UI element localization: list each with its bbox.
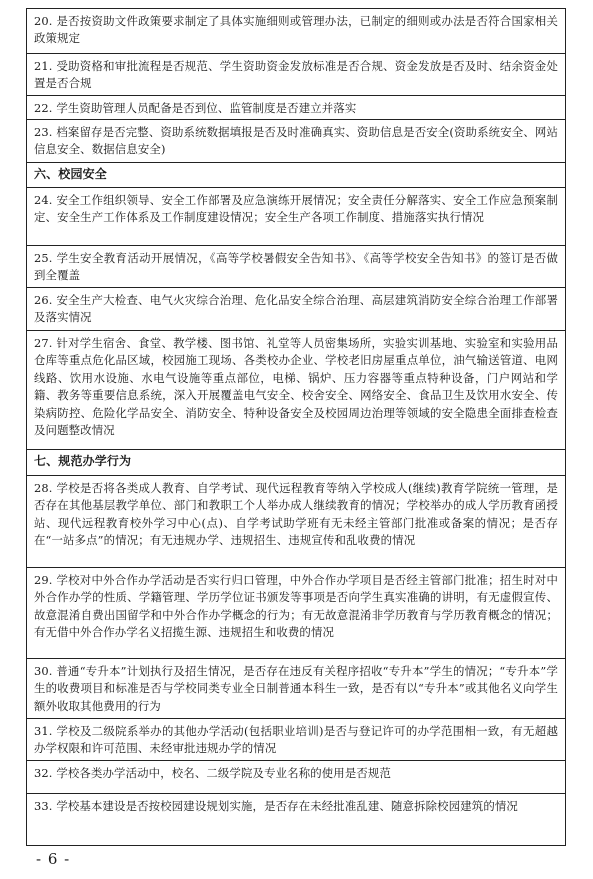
checklist-item-28: 28. 学校是否将各类成人教育、自学考试、现代远程教育等纳入学校成人(继续)教育学院统一管理，是否存在其他基层教学单位、部门和教职工个人举办成人继续教育的情况；学校举办的成人学历教育函授站、现代远程教育校外学习中心(点)、自学考试助学班有无未经主管部门批准或备案的情况；是否存在“一站多点”的情况；有无违规办学、违规招生、违规宣传和乱收费的情况	[27, 475, 565, 567]
checklist-item-30: 30. 普通“专升本”计划执行及招生情况，是否存在违反有关程序招收“专升本”学生的情况；“专升本”学生的收费项目和标准是否与学校同类专业全日制普通本科生一致，是否有以“专升本”或其他名义向学生额外收取其他费用的行为	[27, 658, 565, 718]
checklist-item-25: 25. 学生安全教育活动开展情况，《高等学校暑假安全告知书》、《高等学校安全告知书》的签订是否做到全覆盖	[27, 245, 565, 287]
checklist-item-24: 24. 安全工作组织领导、安全工作部署及应急演练开展情况；安全责任分解落实、安全工作应急预案制定、安全生产工作体系及工作制度建设情况；安全生产各项工作制度、措施落实执行情况	[27, 187, 565, 245]
checklist-item-31: 31. 学校及二级院系举办的其他办学活动(包括职业培训)是否与登记许可的办学范围相一致，有无超越办学权限和许可范围、未经审批违规办学的情况	[27, 718, 565, 760]
checklist-item-20: 20. 是否按资助文件政策要求制定了具体实施细则或管理办法，已制定的细则或办法是否符合国家相关政策规定	[34, 14, 558, 46]
section-heading-campus-safety: 六、校园安全	[27, 162, 565, 187]
checklist-item-29: 29. 学校对中外合作办学活动是否实行归口管理，中外合作办学项目是否经主管部门批准；招生时对中外合作办学的性质、学籍管理、学历学位证书颁发等事项是否向学生真实准确的讲明，有无虚假宣传、故意混淆自费出国留学和中外合作办学概念的行为；有无故意混淆非学历教育与学历教育概念的情况；有无借中外合作办学名义招揽生源、违规招生和收费的情况	[27, 567, 565, 658]
checklist-item-32: 32. 学校各类办学活动中，校名、二级学院及专业名称的使用是否规范	[27, 760, 565, 793]
checklist-item-27: 27. 针对学生宿舍、食堂、教学楼、图书馆、礼堂等人员密集场所，实验实训基地、实验室和实验用品仓库等重点危化品区域，校园施工现场、各类校办企业、学校老旧房屋重点单位，油气输送管道、电网线路、饮用水设施、水电气设施等重点部位，电梯、锅炉、压力容器等重点特种设备，门户网站和学籍、教务等重要信息系统，深入开展覆盖电气安全、校舍安全、网络安全、食品卫生及饮用水安全、传染病防控、危险化学品安全、消防安全、特种设备安全及校园周边治理等领域的安全隐患全面排查检查及问题整改情况	[27, 330, 565, 449]
checklist-item-22: 22. 学生资助管理人员配备是否到位、监管制度是否建立并落实	[27, 95, 565, 119]
section-heading-school-conduct: 七、规范办学行为	[27, 449, 565, 475]
checklist-item-33: 33. 学校基本建设是否按校园建设规划实施，是否存在未经批准乱建、随意拆除校园建筑的情况	[27, 793, 565, 845]
checklist-item-21: 21. 受助资格和审批流程是否规范、学生资助资金发放标准是否合规、资金发放是否及时、结余资金处置是否合规	[27, 53, 565, 95]
checklist-item-23: 23. 档案留存是否完整、资助系统数据填报是否及时准确真实、资助信息是否安全(资助系统安全、网站信息安全、数据信息安全)	[27, 119, 565, 162]
page-number: - 6 -	[36, 850, 71, 868]
checklist-item-26: 26. 安全生产大检查、电气火灾综合治理、危化品安全综合治理、高层建筑消防安全综合治理工作部署及落实情况	[27, 287, 565, 330]
checklist-table	[26, 8, 566, 846]
